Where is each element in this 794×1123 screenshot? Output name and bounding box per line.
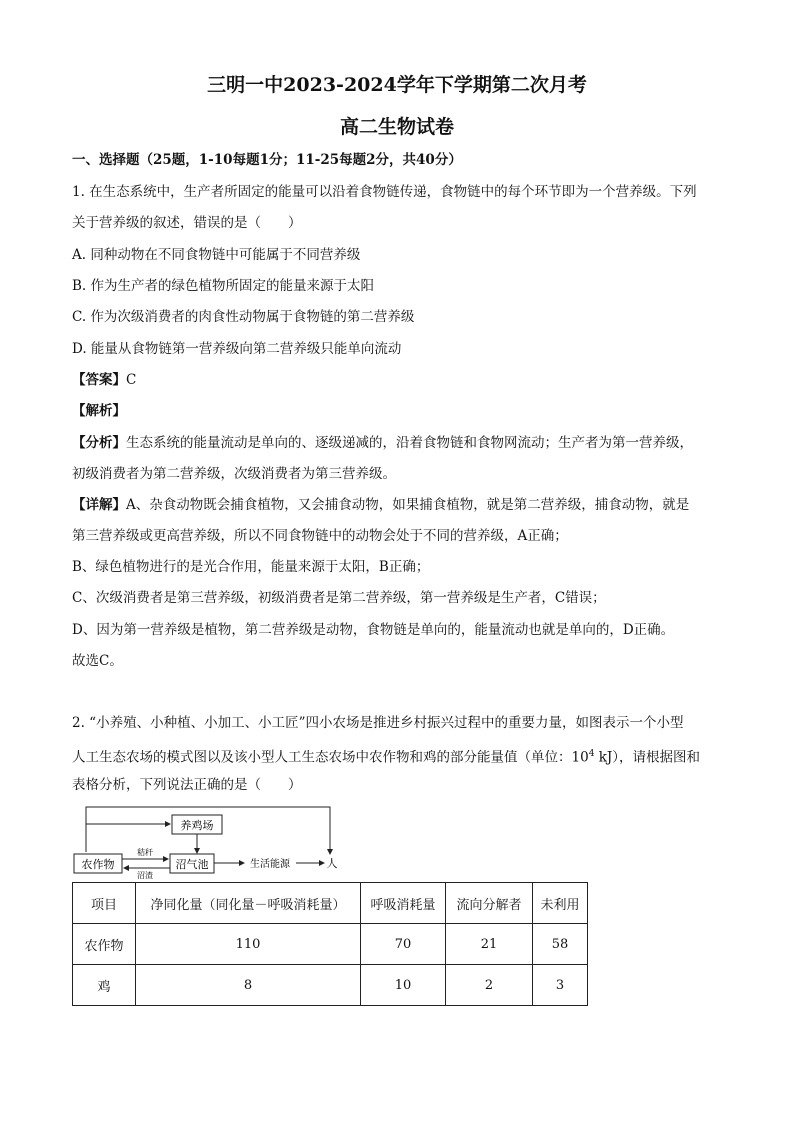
table-cell: 10 [361, 965, 446, 1006]
q2-stem-line2 [72, 744, 732, 768]
table-cell: 70 [361, 924, 446, 965]
q2-stem-line3: 表格分析，下列说法正确的是（ ） [72, 777, 302, 793]
crops-label: 农作物 [81, 858, 115, 871]
table-cell: 110 [136, 924, 361, 965]
xiangjie-text: A、杂食动物既会捕食植物，又会捕食动物，如果捕食植物，就是第二营养级，捕食动物，就是 [126, 497, 690, 513]
detail-b: B、绿色植物进行的是光合作用，能量来源于太阳，B正确； [72, 559, 430, 575]
q2-stem-line2-b: kJ），请根据图和 [594, 749, 701, 766]
fenxi-line2: 初级消费者为第二营养级，次级消费者为第三营养级。 [72, 466, 396, 482]
fenxi-text: 生态系统的能量流动是单向的、逐级递减的，沿着食物链和食物网流动；生产者为第一营养级， [126, 435, 693, 451]
table-cell: 21 [446, 924, 533, 965]
table-header-cell: 流向分解者 [446, 883, 533, 924]
fenxi-label: 【分析】 [72, 435, 126, 451]
table-header-row [73, 883, 588, 924]
q2-stem-line2-a: 人工生态农场的模式图以及该小型人工生态农场中农作物和鸡的部分能量值（单位：10 [72, 749, 589, 766]
table-cell: 8 [136, 965, 361, 1006]
q1-stem-line1: 1. 在生态系统中，生产者所固定的能量可以沿着食物链传递，食物链中的每个环节即为一个营养级。下列 [72, 184, 697, 200]
table-row [73, 965, 588, 1006]
residue-label: 沼渣 [137, 871, 153, 879]
q1-answer [72, 370, 732, 390]
q1-option-b: B. 作为生产者的绿色植物所固定的能量来源于太阳 [72, 278, 375, 294]
page-subtitle: 高二生物试卷 [339, 116, 454, 138]
human-label: 人 [326, 857, 338, 870]
xiangjie-label: 【详解】 [72, 497, 126, 513]
detail-c: C、次级消费者是第三营养级，初级消费者是第二营养级，第一营养级是生产者，C错误； [72, 590, 606, 606]
xiangjie-line1 [72, 495, 732, 515]
energy-table [72, 882, 588, 1006]
q1-option-d: D. 能量从食物链第一营养级向第二营养级只能单向流动 [72, 341, 402, 357]
xiangjie-line2: 第三营养级或更高营养级，所以不同食物链中的动物会处于不同的营养级，A正确； [72, 528, 568, 544]
table-cell: 3 [533, 965, 588, 1006]
answer-value: C [126, 372, 137, 388]
energy-label: 生活能源 [250, 859, 290, 870]
biogas-label: 沼气池 [175, 858, 209, 871]
table-row [73, 924, 588, 965]
table-cell: 农作物 [73, 924, 136, 965]
table-cell: 58 [533, 924, 588, 965]
q1-option-c: C. 作为次级消费者的肉食性动物属于食物链的第二营养级 [72, 309, 415, 325]
table-header-cell: 项目 [73, 883, 136, 924]
page-title: 三明一中2023-2024学年下学期第二次月考 [207, 74, 587, 96]
table-header-cell: 净同化量（同化量－呼吸消耗量） [136, 883, 361, 924]
chicken-farm-label: 养鸡场 [180, 819, 214, 832]
q1-option-a: A. 同种动物在不同食物链中可能属于不同营养级 [72, 247, 361, 263]
table-header-cell: 呼吸消耗量 [361, 883, 446, 924]
analysis-label: 【解析】 [72, 403, 126, 419]
detail-d: D、因为第一营养级是植物，第二营养级是动物，食物链是单向的，能量流动也就是单向的，D正确。 [72, 622, 675, 638]
straw-label: 秸秆 [137, 848, 153, 857]
table-cell: 鸡 [73, 965, 136, 1006]
q2-stem-line1: 2. “小养殖、小种植、小加工、小工匠”四小农场是推进乡村振兴过程中的重要力量，如图表示一个小型 [72, 715, 684, 731]
fenxi-line1 [72, 433, 732, 453]
q2-stem-sup: 4 [588, 749, 595, 759]
answer-label: 【答案】 [72, 372, 126, 388]
conclusion: 故选C。 [72, 653, 123, 669]
farm-diagram [72, 804, 372, 879]
table-header-cell: 未利用 [533, 883, 588, 924]
section-heading: 一、选择题（25题，1-10每题1分；11-25每题2分，共40分） [72, 152, 462, 168]
table-cell: 2 [446, 965, 533, 1006]
q1-stem-line2: 关于营养级的叙述，错误的是（ ） [72, 215, 302, 231]
